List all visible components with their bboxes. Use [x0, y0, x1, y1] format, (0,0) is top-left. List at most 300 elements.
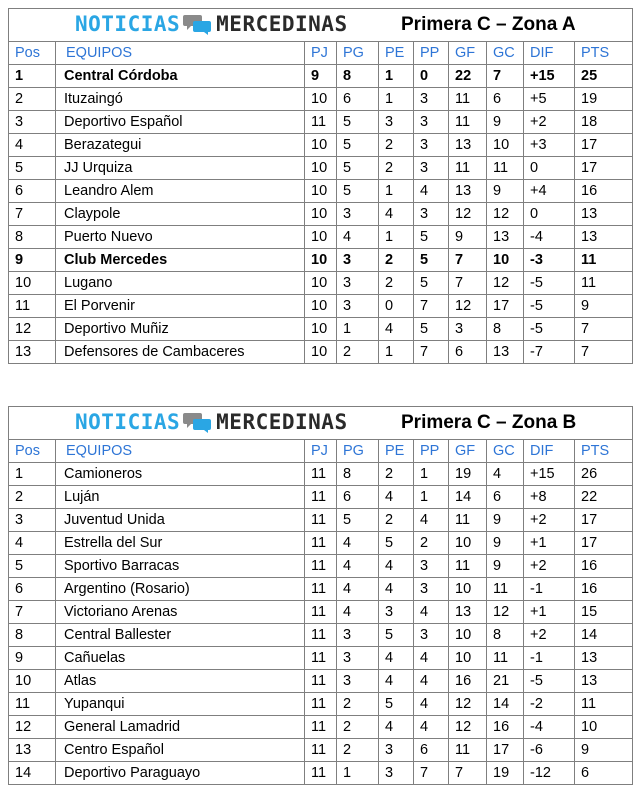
- cell-pos: 12: [9, 716, 56, 739]
- cell-team: Puerto Nuevo: [56, 226, 305, 249]
- cell-played: 10: [305, 134, 337, 157]
- table-title-cell: [9, 9, 633, 42]
- cell-goals-against: 9: [487, 509, 524, 532]
- cell-lost: 4: [414, 601, 449, 624]
- cell-goals-for: 12: [449, 203, 487, 226]
- table-row: [9, 647, 633, 670]
- cell-team: Central Ballester: [56, 624, 305, 647]
- cell-goals-against: 6: [487, 486, 524, 509]
- cell-goal-difference: +3: [524, 134, 575, 157]
- cell-goals-for: 10: [449, 624, 487, 647]
- cell-points: 16: [575, 555, 633, 578]
- cell-lost: 5: [414, 226, 449, 249]
- cell-team: Estrella del Sur: [56, 532, 305, 555]
- cell-drawn: 1: [379, 226, 414, 249]
- cell-goals-against: 17: [487, 295, 524, 318]
- cell-drawn: 2: [379, 157, 414, 180]
- table-title-cell: [9, 407, 633, 440]
- cell-team: Defensores de Cambaceres: [56, 341, 305, 364]
- cell-points: 22: [575, 486, 633, 509]
- cell-pos: 2: [9, 486, 56, 509]
- table-banner: [9, 9, 632, 41]
- table-row: [9, 272, 633, 295]
- cell-drawn: 4: [379, 555, 414, 578]
- cell-goals-against: 12: [487, 203, 524, 226]
- cell-lost: 7: [414, 295, 449, 318]
- cell-won: 3: [337, 295, 379, 318]
- cell-goals-against: 11: [487, 578, 524, 601]
- table-row: [9, 295, 633, 318]
- brand-word-right: MERCEDINAS: [216, 410, 348, 434]
- cell-goal-difference: +1: [524, 601, 575, 624]
- brand-word-left: NOTICIAS: [75, 12, 181, 36]
- cell-goals-against: 6: [487, 88, 524, 111]
- cell-team: Camioneros: [56, 463, 305, 486]
- cell-drawn: 2: [379, 509, 414, 532]
- cell-goal-difference: -7: [524, 341, 575, 364]
- cell-team: Yupanqui: [56, 693, 305, 716]
- cell-drawn: 4: [379, 203, 414, 226]
- cell-lost: 7: [414, 762, 449, 785]
- cell-pos: 6: [9, 578, 56, 601]
- cell-goals-against: 12: [487, 272, 524, 295]
- cell-goal-difference: +5: [524, 88, 575, 111]
- cell-lost: 6: [414, 739, 449, 762]
- cell-drawn: 3: [379, 762, 414, 785]
- cell-drawn: 5: [379, 624, 414, 647]
- cell-pos: 10: [9, 670, 56, 693]
- cell-goals-against: 9: [487, 180, 524, 203]
- brand-logo: [75, 410, 348, 434]
- cell-goals-for: 12: [449, 716, 487, 739]
- cell-goal-difference: -5: [524, 295, 575, 318]
- cell-drawn: 4: [379, 647, 414, 670]
- cell-pos: 2: [9, 88, 56, 111]
- cell-lost: 7: [414, 341, 449, 364]
- cell-won: 5: [337, 157, 379, 180]
- cell-lost: 4: [414, 180, 449, 203]
- cell-played: 11: [305, 509, 337, 532]
- cell-drawn: 2: [379, 272, 414, 295]
- cell-goals-for: 11: [449, 555, 487, 578]
- cell-pos: 5: [9, 157, 56, 180]
- cell-team: Berazategui: [56, 134, 305, 157]
- cell-goals-against: 11: [487, 157, 524, 180]
- table-title-row: [9, 407, 633, 440]
- cell-team: Leandro Alem: [56, 180, 305, 203]
- cell-lost: 4: [414, 509, 449, 532]
- cell-lost: 3: [414, 134, 449, 157]
- cell-played: 11: [305, 762, 337, 785]
- column-header-lost: PP: [414, 440, 449, 463]
- cell-lost: 5: [414, 318, 449, 341]
- cell-points: 17: [575, 532, 633, 555]
- cell-goals-for: 3: [449, 318, 487, 341]
- cell-drawn: 4: [379, 578, 414, 601]
- cell-pos: 11: [9, 693, 56, 716]
- cell-drawn: 4: [379, 670, 414, 693]
- cell-won: 5: [337, 509, 379, 532]
- cell-goal-difference: -4: [524, 716, 575, 739]
- cell-lost: 4: [414, 670, 449, 693]
- cell-lost: 0: [414, 65, 449, 88]
- cell-won: 3: [337, 624, 379, 647]
- cell-goals-for: 22: [449, 65, 487, 88]
- cell-goals-for: 11: [449, 111, 487, 134]
- cell-points: 11: [575, 249, 633, 272]
- cell-points: 25: [575, 65, 633, 88]
- cell-goals-for: 13: [449, 134, 487, 157]
- cell-played: 9: [305, 65, 337, 88]
- cell-drawn: 3: [379, 739, 414, 762]
- cell-goal-difference: -1: [524, 647, 575, 670]
- cell-won: 4: [337, 601, 379, 624]
- cell-goal-difference: 0: [524, 157, 575, 180]
- cell-played: 10: [305, 295, 337, 318]
- cell-played: 11: [305, 463, 337, 486]
- table-row: [9, 739, 633, 762]
- cell-goals-for: 7: [449, 762, 487, 785]
- chat-bubbles-icon: [183, 410, 213, 434]
- cell-goals-for: 13: [449, 180, 487, 203]
- cell-played: 11: [305, 578, 337, 601]
- column-header-goals-for: GF: [449, 42, 487, 65]
- column-header-points: PTS: [575, 42, 633, 65]
- cell-pos: 9: [9, 249, 56, 272]
- cell-played: 11: [305, 647, 337, 670]
- cell-lost: 3: [414, 203, 449, 226]
- zone-title: Primera C – Zona A: [401, 14, 576, 35]
- cell-goals-for: 11: [449, 739, 487, 762]
- cell-goals-against: 10: [487, 134, 524, 157]
- column-header-pos: Pos: [9, 42, 56, 65]
- cell-pos: 3: [9, 509, 56, 532]
- cell-goal-difference: -4: [524, 226, 575, 249]
- cell-pos: 7: [9, 203, 56, 226]
- brand-word-right: MERCEDINAS: [216, 12, 348, 36]
- cell-won: 4: [337, 555, 379, 578]
- cell-goals-for: 12: [449, 295, 487, 318]
- cell-goal-difference: -5: [524, 272, 575, 295]
- cell-goals-for: 7: [449, 249, 487, 272]
- cell-lost: 4: [414, 693, 449, 716]
- cell-goal-difference: +4: [524, 180, 575, 203]
- cell-team: Claypole: [56, 203, 305, 226]
- table-banner: [9, 407, 632, 439]
- cell-goals-against: 4: [487, 463, 524, 486]
- cell-won: 4: [337, 226, 379, 249]
- cell-won: 1: [337, 762, 379, 785]
- cell-won: 3: [337, 249, 379, 272]
- cell-played: 11: [305, 601, 337, 624]
- cell-points: 19: [575, 88, 633, 111]
- cell-won: 3: [337, 203, 379, 226]
- cell-played: 11: [305, 532, 337, 555]
- column-header-lost: PP: [414, 42, 449, 65]
- cell-goals-for: 9: [449, 226, 487, 249]
- cell-goal-difference: -5: [524, 670, 575, 693]
- cell-team: Atlas: [56, 670, 305, 693]
- cell-won: 8: [337, 463, 379, 486]
- cell-goals-against: 8: [487, 318, 524, 341]
- cell-team: Argentino (Rosario): [56, 578, 305, 601]
- column-header-points: PTS: [575, 440, 633, 463]
- table-row: [9, 762, 633, 785]
- table-row: [9, 341, 633, 364]
- cell-lost: 1: [414, 463, 449, 486]
- cell-lost: 3: [414, 624, 449, 647]
- cell-goal-difference: +2: [524, 624, 575, 647]
- cell-goals-for: 14: [449, 486, 487, 509]
- cell-team: Ituzaingó: [56, 88, 305, 111]
- cell-goal-difference: -3: [524, 249, 575, 272]
- cell-lost: 3: [414, 88, 449, 111]
- cell-lost: 1: [414, 486, 449, 509]
- cell-drawn: 5: [379, 532, 414, 555]
- table-row: [9, 578, 633, 601]
- table-row: [9, 693, 633, 716]
- zone-title: Primera C – Zona B: [401, 412, 577, 433]
- column-header-pos: Pos: [9, 440, 56, 463]
- table-row: [9, 226, 633, 249]
- brand-logo: [75, 12, 348, 36]
- cell-goals-for: 11: [449, 157, 487, 180]
- cell-goal-difference: +1: [524, 532, 575, 555]
- cell-goals-against: 9: [487, 532, 524, 555]
- cell-drawn: 1: [379, 341, 414, 364]
- cell-points: 11: [575, 693, 633, 716]
- column-header-row: [9, 42, 633, 65]
- cell-goals-against: 12: [487, 601, 524, 624]
- cell-points: 17: [575, 509, 633, 532]
- cell-pos: 8: [9, 226, 56, 249]
- column-header-goals-against: GC: [487, 42, 524, 65]
- cell-goal-difference: -6: [524, 739, 575, 762]
- table-row: [9, 203, 633, 226]
- cell-team: Luján: [56, 486, 305, 509]
- table-row: [9, 601, 633, 624]
- cell-goal-difference: +8: [524, 486, 575, 509]
- cell-drawn: 1: [379, 88, 414, 111]
- cell-team: Deportivo Paraguayo: [56, 762, 305, 785]
- cell-played: 11: [305, 624, 337, 647]
- cell-lost: 4: [414, 716, 449, 739]
- column-header-goals-against: GC: [487, 440, 524, 463]
- cell-won: 2: [337, 693, 379, 716]
- cell-won: 5: [337, 134, 379, 157]
- cell-pos: 1: [9, 65, 56, 88]
- cell-goals-against: 21: [487, 670, 524, 693]
- cell-won: 3: [337, 647, 379, 670]
- cell-played: 11: [305, 111, 337, 134]
- table-row: [9, 532, 633, 555]
- table-row: [9, 88, 633, 111]
- cell-goal-difference: +15: [524, 65, 575, 88]
- cell-played: 10: [305, 88, 337, 111]
- cell-goals-for: 7: [449, 272, 487, 295]
- cell-pos: 5: [9, 555, 56, 578]
- cell-pos: 4: [9, 134, 56, 157]
- table-row: [9, 180, 633, 203]
- cell-goal-difference: +15: [524, 463, 575, 486]
- column-header-team: EQUIPOS: [56, 440, 305, 463]
- cell-won: 3: [337, 272, 379, 295]
- cell-goals-for: 16: [449, 670, 487, 693]
- cell-points: 13: [575, 203, 633, 226]
- brand-word-left: NOTICIAS: [75, 410, 181, 434]
- cell-drawn: 0: [379, 295, 414, 318]
- cell-points: 13: [575, 670, 633, 693]
- cell-pos: 13: [9, 739, 56, 762]
- cell-points: 17: [575, 157, 633, 180]
- column-header-won: PG: [337, 440, 379, 463]
- column-header-played: PJ: [305, 42, 337, 65]
- cell-goals-for: 13: [449, 601, 487, 624]
- cell-goals-against: 19: [487, 762, 524, 785]
- table-row: [9, 463, 633, 486]
- cell-drawn: 5: [379, 693, 414, 716]
- cell-team: General Lamadrid: [56, 716, 305, 739]
- cell-goal-difference: +2: [524, 555, 575, 578]
- cell-played: 11: [305, 670, 337, 693]
- cell-won: 6: [337, 88, 379, 111]
- table-row: [9, 509, 633, 532]
- cell-played: 10: [305, 318, 337, 341]
- cell-won: 6: [337, 486, 379, 509]
- cell-pos: 1: [9, 463, 56, 486]
- cell-played: 11: [305, 716, 337, 739]
- cell-lost: 5: [414, 249, 449, 272]
- cell-goals-for: 12: [449, 693, 487, 716]
- cell-goals-against: 13: [487, 226, 524, 249]
- cell-team: Centro Español: [56, 739, 305, 762]
- cell-goals-against: 8: [487, 624, 524, 647]
- cell-goal-difference: -12: [524, 762, 575, 785]
- table-row: [9, 555, 633, 578]
- table-row: [9, 670, 633, 693]
- cell-goals-against: 9: [487, 555, 524, 578]
- cell-team: JJ Urquiza: [56, 157, 305, 180]
- cell-won: 1: [337, 318, 379, 341]
- cell-played: 10: [305, 341, 337, 364]
- cell-pos: 6: [9, 180, 56, 203]
- cell-goal-difference: +2: [524, 509, 575, 532]
- cell-goals-for: 10: [449, 647, 487, 670]
- cell-lost: 3: [414, 555, 449, 578]
- cell-goals-for: 19: [449, 463, 487, 486]
- cell-pos: 10: [9, 272, 56, 295]
- cell-lost: 2: [414, 532, 449, 555]
- table-row: [9, 134, 633, 157]
- cell-goals-against: 14: [487, 693, 524, 716]
- cell-drawn: 4: [379, 716, 414, 739]
- cell-goal-difference: +2: [524, 111, 575, 134]
- cell-points: 9: [575, 739, 633, 762]
- cell-points: 16: [575, 578, 633, 601]
- cell-goal-difference: -1: [524, 578, 575, 601]
- cell-won: 4: [337, 578, 379, 601]
- standings-table-zona-a: [8, 8, 633, 364]
- cell-played: 10: [305, 249, 337, 272]
- cell-lost: 4: [414, 647, 449, 670]
- cell-points: 11: [575, 272, 633, 295]
- cell-points: 13: [575, 647, 633, 670]
- table-row: [9, 318, 633, 341]
- table-row: [9, 249, 633, 272]
- cell-goals-against: 13: [487, 341, 524, 364]
- cell-goals-against: 7: [487, 65, 524, 88]
- column-header-goals-for: GF: [449, 440, 487, 463]
- cell-team: Sportivo Barracas: [56, 555, 305, 578]
- cell-points: 14: [575, 624, 633, 647]
- cell-team: Deportivo Muñiz: [56, 318, 305, 341]
- cell-points: 13: [575, 226, 633, 249]
- column-header-goal-difference: DIF: [524, 440, 575, 463]
- cell-played: 10: [305, 272, 337, 295]
- cell-team: Victoriano Arenas: [56, 601, 305, 624]
- cell-goals-for: 10: [449, 578, 487, 601]
- cell-team: Juventud Unida: [56, 509, 305, 532]
- cell-goals-against: 17: [487, 739, 524, 762]
- cell-points: 26: [575, 463, 633, 486]
- cell-points: 15: [575, 601, 633, 624]
- table-row: [9, 716, 633, 739]
- cell-goal-difference: -2: [524, 693, 575, 716]
- cell-drawn: 3: [379, 601, 414, 624]
- column-header-team: EQUIPOS: [56, 42, 305, 65]
- cell-goals-against: 9: [487, 111, 524, 134]
- cell-drawn: 2: [379, 463, 414, 486]
- cell-goal-difference: -5: [524, 318, 575, 341]
- column-header-played: PJ: [305, 440, 337, 463]
- column-header-goal-difference: DIF: [524, 42, 575, 65]
- cell-team: Deportivo Español: [56, 111, 305, 134]
- cell-pos: 11: [9, 295, 56, 318]
- cell-goals-for: 11: [449, 88, 487, 111]
- cell-points: 7: [575, 341, 633, 364]
- table-row: [9, 111, 633, 134]
- cell-won: 5: [337, 111, 379, 134]
- cell-goals-for: 11: [449, 509, 487, 532]
- cell-won: 4: [337, 532, 379, 555]
- table-row: [9, 624, 633, 647]
- table-row: [9, 157, 633, 180]
- cell-lost: 3: [414, 111, 449, 134]
- cell-drawn: 4: [379, 486, 414, 509]
- column-header-drawn: PE: [379, 42, 414, 65]
- cell-goals-against: 16: [487, 716, 524, 739]
- cell-drawn: 2: [379, 134, 414, 157]
- cell-played: 11: [305, 739, 337, 762]
- column-header-won: PG: [337, 42, 379, 65]
- cell-played: 10: [305, 180, 337, 203]
- cell-won: 2: [337, 341, 379, 364]
- cell-goal-difference: 0: [524, 203, 575, 226]
- table-title-row: [9, 9, 633, 42]
- cell-drawn: 1: [379, 180, 414, 203]
- cell-goals-for: 10: [449, 532, 487, 555]
- cell-won: 2: [337, 716, 379, 739]
- cell-played: 11: [305, 555, 337, 578]
- cell-lost: 3: [414, 157, 449, 180]
- cell-points: 9: [575, 295, 633, 318]
- cell-pos: 7: [9, 601, 56, 624]
- cell-lost: 3: [414, 578, 449, 601]
- cell-team: Cañuelas: [56, 647, 305, 670]
- cell-drawn: 1: [379, 65, 414, 88]
- cell-points: 10: [575, 716, 633, 739]
- cell-points: 7: [575, 318, 633, 341]
